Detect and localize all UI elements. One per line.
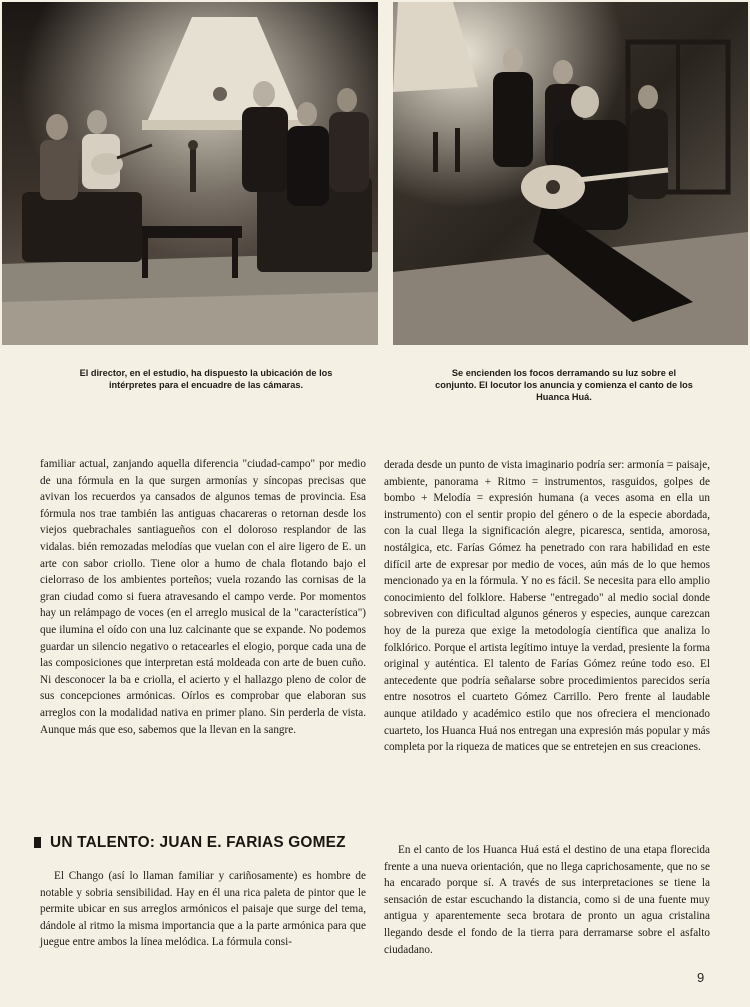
studio-photo-right bbox=[393, 2, 748, 345]
article-paragraph-left-1: familiar actual, zanjando aquella diferencia "ciudad-campo" por medio de una fórmula en la que surgen armonías y síncopas precisas que avivan los recuerdos ya cansados de algunos temas de provincia. Esa fórmula nos trae también las antiguas chacareras o retornan desde los viejos quebrachales santiagueños con el doloroso resplandor de las vidalas. bién remozadas melodías que vuelan con el aire ligero de E. un arte con sabor criollo. Tiene olor a humo de chala flotando bajo el cielorraso de los ambientes porteños; vuela rozando las cornisas de la gran ciudad como si fuera atravesando el campo verde. Por momentos hay un relámpago de voces (en el arreglo musical de la "característica") que ilumina el oído con una luz calcinante que se expande. No podemos guardar un silencio negativo o retacearles el elogio, porque cada una de las composiciones que interpretan está moldeada con arte de buen cuño. Ni desconocer la ba e criolla, el acierto y el hallazgo pleno de color de sus concepciones armónicas. Oírlos es comprobar que elaboran sus arreglos con la modalidad nativa en primer plano. Sin perderla de vista. Aunque más que eso, sabemos que la llevan en la sangre. bbox=[40, 458, 366, 736]
article-paragraph-right-2: En el canto de los Huanca Huá está el destino de una etapa florecida frente a una nueva orientación, que no llega caprichosamente, que no se ha encarado porque sí. A través de sus interpretaciones se tiene la sensación de estar escuchando la distancia, como si de una fuente muy antigua y aparentemente seca brotara de pronto un agua cristalina llegando desde el fondo de la tierra para derramarse sobre el asfalto ciudadano. bbox=[384, 844, 710, 956]
page-number: 9 bbox=[697, 970, 705, 985]
heading-bullet-icon bbox=[34, 837, 41, 848]
ensemble-scene-illustration bbox=[393, 2, 748, 345]
studio-photo-left bbox=[2, 2, 378, 345]
section-heading bbox=[34, 834, 364, 852]
article-paragraph-right-1: derada desde un punto de vista imaginario podría ser: armonía = paisaje, ambiente, panorama + Ritmo = instrumentos, rasguidos, golpes de bombo + Melodía = expresión humana (a veces asoma en ella un instrumento) con el sentir propio del género o de la especie abordada, con la cual llega la significación alegre, picaresca, sentida, amorosa, nostálgica, etc. Farías Gómez ha penetrado con rara habilidad en este difícil arte de expresar por medio de voces, aún más de lo que hemos mencionado ya en la fórmula. Y no es fácil. Se necesita para ello amplio conocimiento del folklore. Haberse "entregado" al medio social donde sobreviven con dificultad algunos géneros y especies, aunque carezcan hoy de la pureza que exige la metodología científica que analiza lo folklórico. Porque el artista legítimo intuye la verdad, presiente la forma original y auténtica. El talento de Farías Gómez reúne todo eso. El antecedente que podría señalarse sobre procedimientos parecidos sería entre nosotros el cuarteto Gómez Carrillo. Pero frente al laudable aunque atildado y académico estilo que nos ofreciera el mencionado cuarteto, los Huanca Huá nos entregan una expresión más popular y más completa por la riqueza de matices que se entretejen en sus creaciones. bbox=[384, 459, 710, 754]
photo-caption-left: El director, en el estudio, ha dispuesto la ubicación de los intérpretes para el encuadre de las cámaras. bbox=[79, 368, 333, 390]
studio-scene-illustration bbox=[2, 2, 378, 345]
section-heading-text: UN TALENTO: JUAN E. FARIAS GOMEZ bbox=[50, 834, 346, 851]
article-paragraph-left-2: El Chango (así lo llaman familiar y cariñosamente) es hombre de notable y sobria sensibilidad. Hay en él una rica paleta de pintor que le permite ubicar en sus arreglos armónicos el paisaje que surge del tema, dándole al ritmo la misma importancia que a la parte armónica para que juegue entre ambos la línea melódica. La fórmula consi- bbox=[40, 870, 366, 949]
photo-caption-right: Se encienden los focos derramando su luz sobre el conjunto. El locutor los anuncia y comienza el canto de los Huanca Huá. bbox=[435, 368, 693, 402]
